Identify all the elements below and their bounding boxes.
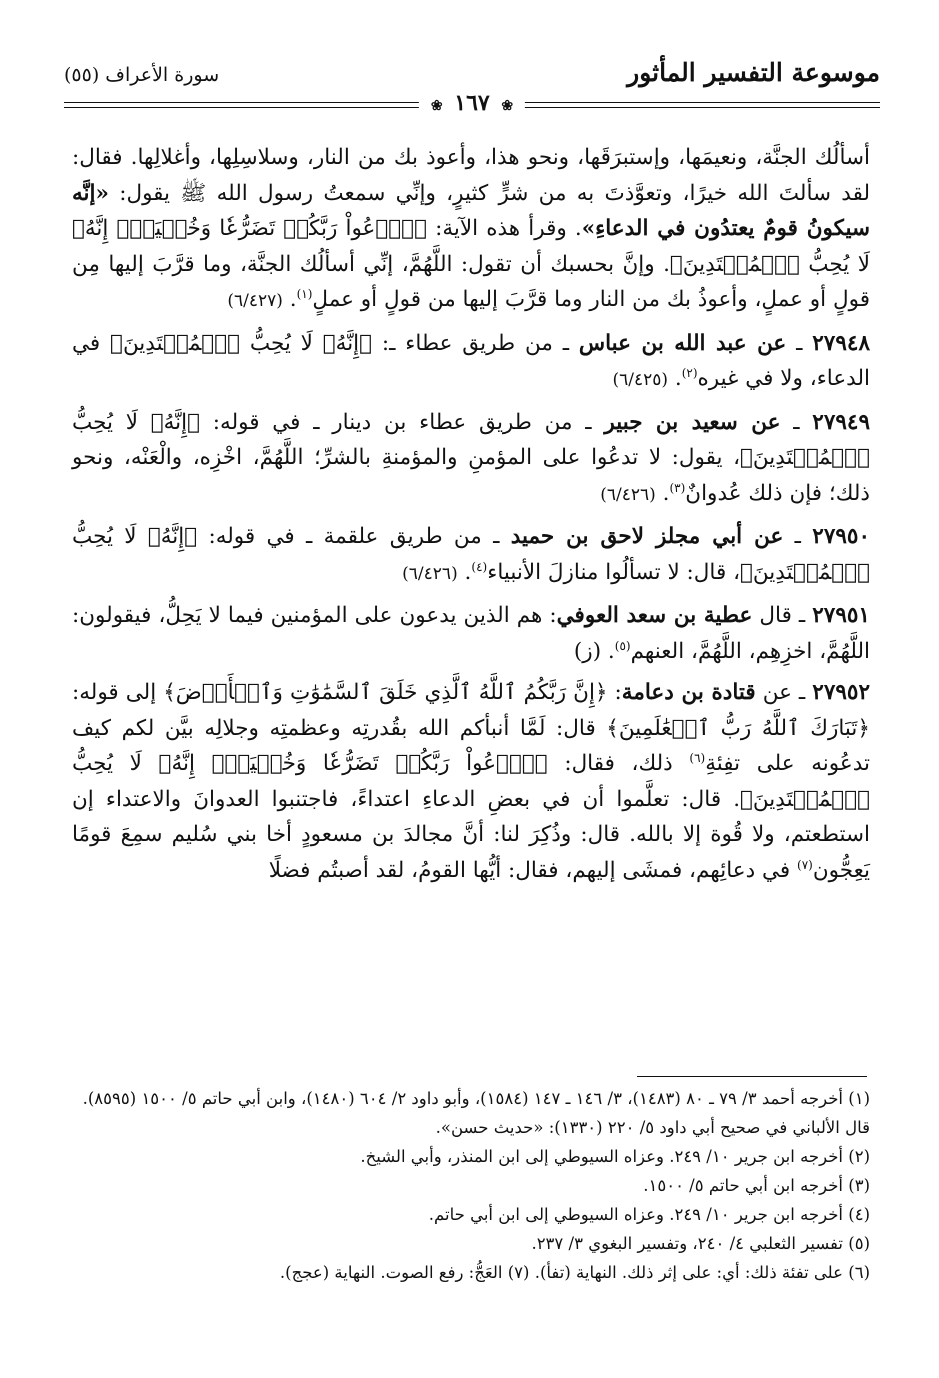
footnote: (٣) أخرجه ابن أبي حاتم ٥/ ١٥٠٠. [643, 1176, 870, 1195]
text-run: ذلك، فقال: ﴿ٱدۡعُواْ رَبَّكُمۡ تَضَرُّعٗا وَخُفۡيَةًۚ إِنَّهُۥ لَا يُحِبُّ ٱلۡمُعۡتَدِينَ﴾. قال: تعلَّموا أن في بعضِ الدعاءِ اعتداءً، فاجتنبوا العدوانَ والاعتداء إن استطعتم، ولا قُوة إلا بالله. قال: وذُكِرَ لنا: أنَّ مجالدَ بن مسعودٍ أخا بني سُليم سمِعَ قومًا يَعِجُّون [72, 751, 870, 883]
volume-reference: (٦/٤٢٦) [402, 563, 458, 584]
entry-number: ٢٧٩٤٩ [812, 409, 871, 435]
paragraph [72, 323, 870, 399]
narrator-name: عن أبي مجلز لاحق بن حميد [510, 524, 784, 549]
narrator-name: عطية بن سعد العوفي [556, 603, 753, 628]
paragraph [72, 402, 870, 514]
paragraph [72, 595, 870, 669]
main-text [72, 140, 870, 888]
footnote-separator [637, 1076, 867, 1077]
footnote: (٢) أخرجه ابن جرير ١٠/ ٢٤٩. وعزاه السيوطي إلى ابن المنذر، وأبي الشيخ. [360, 1147, 870, 1166]
narrator-name: عن سعيد بن جبير [604, 409, 781, 435]
paragraph [72, 140, 870, 320]
footnote-marker: (٥) [614, 638, 631, 653]
volume-reference: (٦/٤٢٦) [600, 484, 656, 505]
footnote-marker: (٢) [681, 365, 698, 380]
volume-reference: (٦/٤٢٧) [227, 291, 283, 311]
footnote-marker: (١) [296, 286, 313, 301]
text-run: ـ [780, 409, 813, 435]
paragraph [72, 672, 870, 888]
surah-label: سورة الأعراف (٥٥) [64, 64, 220, 86]
text-run: ـ [783, 524, 813, 549]
footnote: (٥) تفسير الثعلبي ٤/ ٢٤٠، وتفسير البغوي ٣/ ٢٣٧. [531, 1234, 870, 1253]
footnote-marker: (٣) [669, 480, 686, 495]
text-run: ـ من طريق عطاء بن دينار ـ في قوله: ﴿إِنَّهُۥ لَا يُحِبُّ ٱلۡمُعۡتَدِينَ﴾، يقول: لا تدعُوا على المؤمنِ والمؤمنةِ بالشرِّ؛ اللَّهُمَّ، اخْزِه، والْعَنْه، ونحو ذلك؛ فإن ذلك عُدوانٌ [72, 409, 870, 506]
text-run: . (ز) [573, 638, 615, 664]
page-header [64, 58, 880, 116]
page-number-box [419, 90, 525, 116]
footnote: (١) أخرجه أحمد ٣/ ٧٩ ـ ٨٠ (١٤٨٣)، ٣/ ١٤٦ ـ ١٤٧ (١٥٨٤)، وأبو داود ٢/ ٦٠٤ (١٤٨٠)، وابن أبي حاتم ٥/ ١٥٠٠ (٨٥٩٥). [82, 1089, 870, 1108]
text-run: ـ قال [752, 603, 813, 628]
text-run: . [457, 559, 472, 585]
footnote: (٤) أخرجه ابن جرير ١٠/ ٢٤٩. وعزاه السيوطي إلى ابن أبي حاتم. [428, 1205, 870, 1224]
narrator-name: عن عبد الله بن عباس [578, 330, 787, 356]
text-run: . [668, 366, 682, 391]
text-run: ـ عن [755, 680, 813, 705]
text-run: ـ [786, 330, 813, 356]
footnote: (٦) على تفئة ذلك: أي: على إثر ذلك. النهاية (تفأ). (٧) العَجُّ: رفع الصوت. النهاية (عجج). [279, 1263, 870, 1282]
text-run: أسألُك الجنَّة، ونعيمَها، وإستبرَقَها، ونحو هذا، وأعوذ بك من النار، وسلاسِلِها، وأغلالِها. فقال: لقد سألتَ الله خيرًا، وتعوَّذتَ به من شرٍّ كثيرٍ، وإنِّي سمعتُ رسول الله ﷺ يقول: [72, 145, 870, 206]
text-run: في دعائِهم، فمشَى إليهم، فقال: أيُّها القومُ، لقد أصبتُم فضلًا [268, 857, 798, 883]
text-run: ـ من طريق علقمة ـ في قوله: ﴿إِنَّهُۥ لَا يُحِبُّ ٱلۡمُعۡتَدِينَ﴾، قال: لا تسألُوا منازلَ الأنبياء [72, 524, 870, 585]
text-run: . وقرأ هذه الآية: ﴿ٱدۡعُواْ رَبَّكُمۡ تَضَرُّعٗا وَخُفۡيَةًۚ إِنَّهُۥ لَا يُحِبُّ ٱلۡمُعۡتَدِينَ﴾. وإنَّ بحسبك أن تقول: اللَّهُمَّ، إنِّي أسألُك الجنَّة، وما قرَّبَ إليها مِن قولٍ أو عملٍ، وأعوذُ بك من النار وما قرَّبَ إليها من قولٍ أو عملٍ [72, 216, 870, 312]
text-run: : ﴿إِنَّ رَبَّكُمُ ٱللَّهُ ٱلَّذِي خَلَقَ ٱلسَّمَٰوَٰتِ وَٱلۡأَرۡضَ﴾ إلى قوله: ﴿تَبَارَكَ ٱللَّهُ رَبُّ ٱلۡعَٰلَمِينَ﴾ قال: لَمَّا أنبأكم الله بقُدرتِه وعظمتِه وجلالِه بيَّن لكم كيف تدعُونه على تفِئةِ [72, 680, 870, 776]
page-number: ١٦٧ [454, 90, 490, 116]
narrator-name: قتادة بن دعامة [621, 680, 756, 705]
paragraph [72, 516, 870, 592]
text-run: . [655, 480, 670, 506]
volume-reference: (٦/٤٢٥) [612, 370, 669, 390]
footnote: قال الألباني في صحيح أبي داود ٥/ ٢٢٠ (١٣٣٠): «حديث حسن». [435, 1118, 870, 1137]
text-run: : هم الذين يدعون على المؤمنين فيما لا يَحِلُّ، فيقولون: اللَّهُمَّ، اخزِهِم، اللَّهُمَّ، العنهم [72, 603, 870, 664]
text-run: ـ من طريق عطاء ـ: ﴿إِنَّهُۥ لَا يُحِبُّ ٱلۡمُعۡتَدِينَ﴾ في الدعاء، ولا في غيره [72, 330, 870, 391]
ornament-icon: ❀ [430, 98, 443, 114]
entry-number: ٢٧٩٥٠ [812, 524, 871, 549]
footnotes [72, 1084, 870, 1287]
ornament-icon: ❀ [501, 98, 514, 114]
text-run: . [282, 287, 297, 312]
entry-number: ٢٧٩٥١ [812, 603, 870, 628]
entry-number: ٢٧٩٤٨ [812, 330, 870, 356]
footnote-marker: (٤) [471, 559, 488, 574]
footnote-marker: (٦) [689, 750, 706, 765]
book-title: موسوعة التفسير المأثور [627, 58, 880, 87]
narrator-name: «إنَّه سيكونُ قومٌ يعتدُون في الدعاءِ» [72, 180, 870, 241]
entry-number: ٢٧٩٥٢ [812, 680, 871, 705]
footnote-marker: (٧) [797, 857, 813, 872]
